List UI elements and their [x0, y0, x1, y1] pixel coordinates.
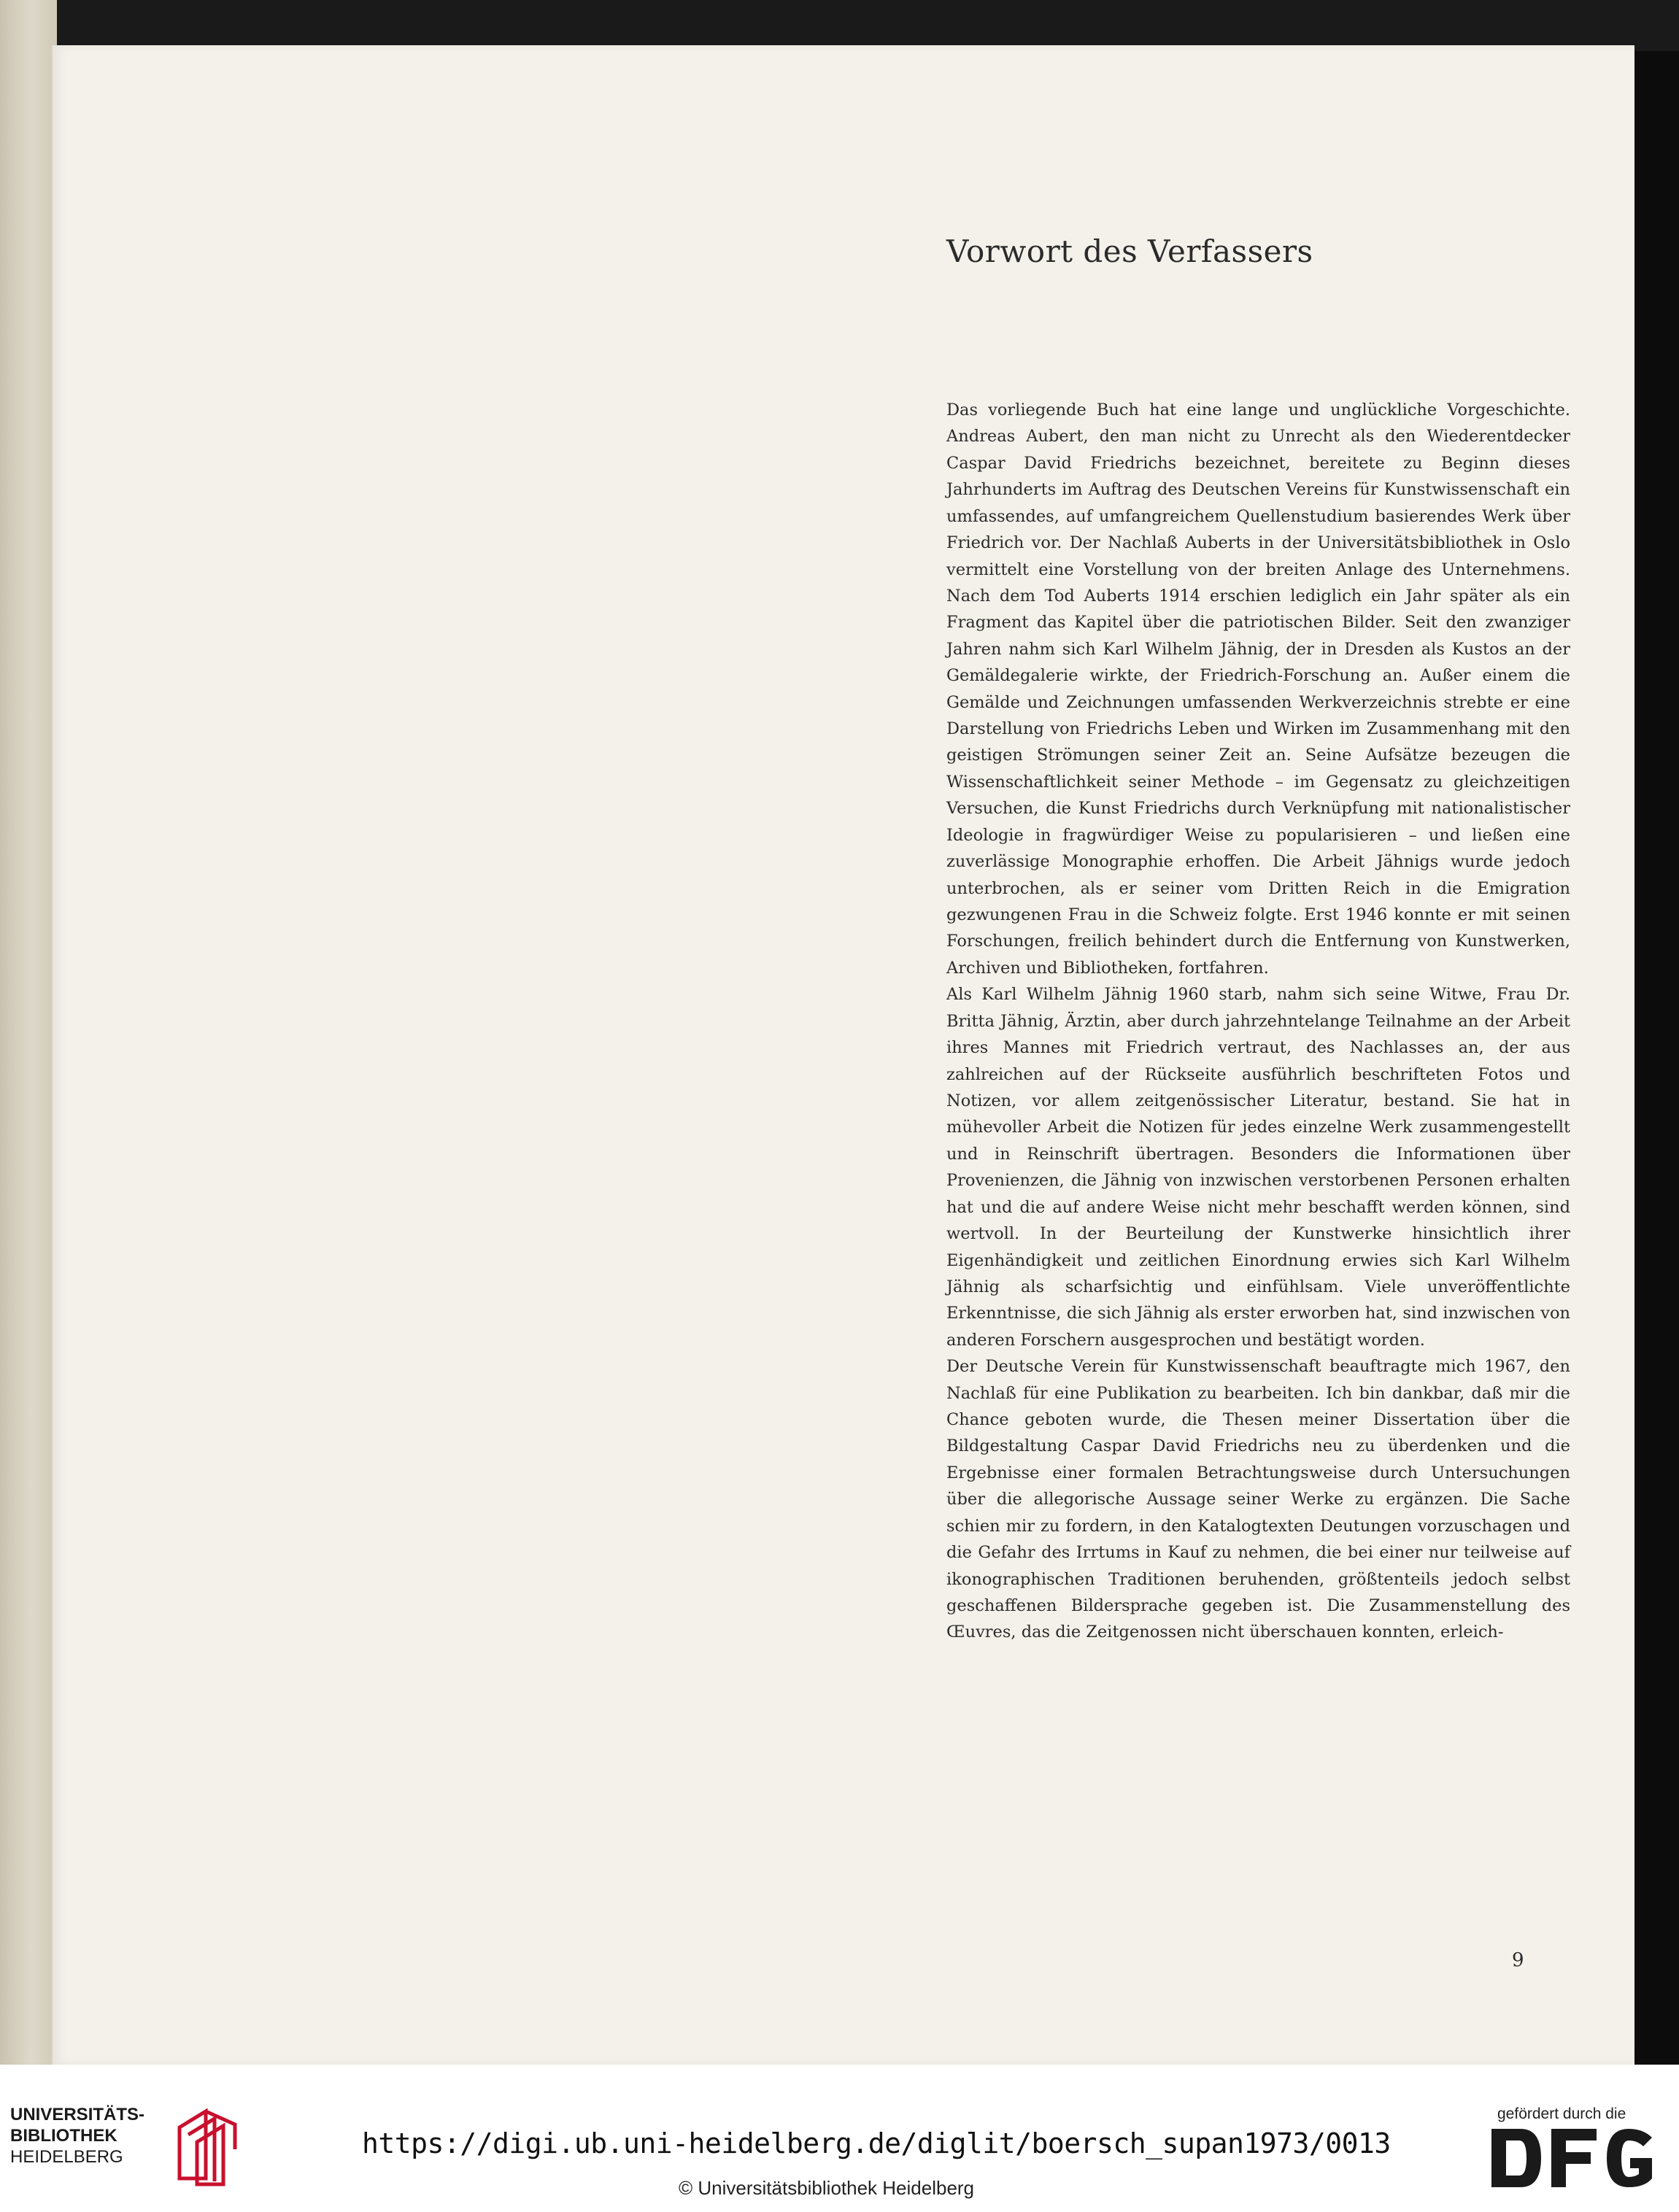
paragraph-1: Das vorliegende Buch hat eine lange und unglückliche Vorgeschichte. Andreas Aubert, den man nicht zu Unrecht als den Wiederentdecker Caspar David Friedrichs bezeichnet, bereitete zu Beginn dieses Jahrhunderts im Auftrag des Deutschen Vereins für Kunstwissenschaft ein umfassendes, auf umfangreichem Quellenstudium basierendes Werk über Friedrich vor. Der Nachlaß Auberts in der Universitätsbibliothek in Oslo vermittelt eine Vorstellung von der breiten Anlage des Unternehmens. Nach dem Tod Auberts 1914 erschien lediglich ein Jahr später als ein Fragment das Kapitel über die patriotischen Bilder. Seit den zwanziger Jahren nahm sich Karl Wilhelm Jähnig, der in Dresden als Kustos an der Gemäldegalerie wirkte, der Friedrich-Forschung an. Außer einem die Gemälde und Zeichnungen umfassenden Werkverzeichnis strebte er eine Darstellung von Friedrichs Leben und Wirken im Zusammenhang mit den geistigen Strömungen seiner Zeit an. Seine Aufsätze bezeugen die Wissenschaftlichkeit seiner Methode – im Gegensatz zu gleichzeitigen Versuchen, die Kunst Friedrichs durch Verknüpfung mit nationalistischer Ideologie in fragwürdiger Weise zu popularisieren – und ließen eine zuverlässige Monographie erhoffen. Die Arbeit Jähnigs wurde jedoch unterbrochen, als er seiner vom Dritten Reich in die Emigration gezwungenen Frau in die Schweiz folgte. Erst 1946 konnte er mit seinen Forschungen, freilich behindert durch die Entfernung von Kunstwerken, Archiven und Bibliotheken, fortfahren.	[946, 401, 1570, 978]
dfg-logo-icon	[1489, 2123, 1656, 2193]
logo-line-1: UNIVERSITÄTS-	[10, 2105, 145, 2124]
logo-line-2: BIBLIOTHEK	[10, 2126, 117, 2146]
book-page	[51, 45, 1634, 2065]
library-emblem-icon	[172, 2105, 242, 2187]
copyright-notice: © Universitätsbibliothek Heidelberg	[679, 2177, 975, 2199]
permalink-url[interactable]: https://digi.ub.uni-heidelberg.de/diglit/boersch_supan1973/0013	[362, 2127, 1391, 2159]
page-title: Vorwort des Verfassers	[946, 233, 1313, 269]
logo-wordmark	[10, 2104, 171, 2167]
university-library-logo[interactable]	[10, 2104, 244, 2192]
page-number: 9	[1512, 1949, 1524, 1971]
book-binding	[1631, 51, 1679, 2065]
funding-label: gefördert durch die	[1497, 2105, 1626, 2122]
paragraph-2: Als Karl Wilhelm Jähnig 1960 starb, nahm sich seine Witwe, Frau Dr. Britta Jähnig, Ärztin, aber durch jahrzehntelange Teilnahme an der Arbeit ihres Mannes mit Friedrich vertraut, des Nachlasses an, der aus zahlreichen auf der Rückseite ausführlich beschrifteten Fotos und Notizen, vor allem zeitgenössischer Literatur, bestand. Sie hat in mühevoller Arbeit die Notizen für jedes einzelne Werk zusammengestellt und in Reinschrift übertragen. Besonders die Informationen über Provenienzen, die Jähnig von inzwischen verstorbenen Personen erhalten hat und die auf andere Weise nicht mehr beschafft werden können, sind wertvoll. In der Beurteilung der Kunstwerke hinsichtlich ihrer Eigenhändigkeit und zeitlichen Einordnung erwies sich Karl Wilhelm Jähnig als scharfsichtig und einfühlsam. Viele unveröffentlichte Erkenntnisse, die sich Jähnig als erster erworben hat, sind inzwischen von anderen Forschern ausgesprochen und bestätigt worden.	[946, 985, 1570, 1350]
book-cover-edge	[0, 0, 57, 2065]
body-text	[946, 397, 1570, 1646]
paragraph-3: Der Deutsche Verein für Kunstwissenschaft beauftragte mich 1967, den Nachlaß für eine Publikation zu bearbeiten. Ich bin dankbar, daß mir die Chance geboten wurde, die Thesen meiner Dissertation über die Bildgestaltung Caspar David Friedrichs neu zu überdenken und die Ergebnisse einer formalen Betrachtungsweise durch Untersuchungen über die allegorische Aussage seiner Werke zu ergänzen. Die Sache schien mir zu fordern, in den Katalogtexten Deutungen vorzuschagen und die Gefahr des Irrtums in Kauf zu nehmen, die bei einer nur teilweise auf ikonographischen Traditionen beruhenden, größtenteils jedoch selbst geschaffenen Bildersprache gegeben ist. Die Zusammenstellung des Œuvres, das die Zeitgenossen nicht überschauen konnten, erleich-	[946, 1357, 1570, 1642]
logo-line-3: HEIDELBERG	[10, 2147, 123, 2167]
footer-bar	[0, 2065, 1679, 2212]
